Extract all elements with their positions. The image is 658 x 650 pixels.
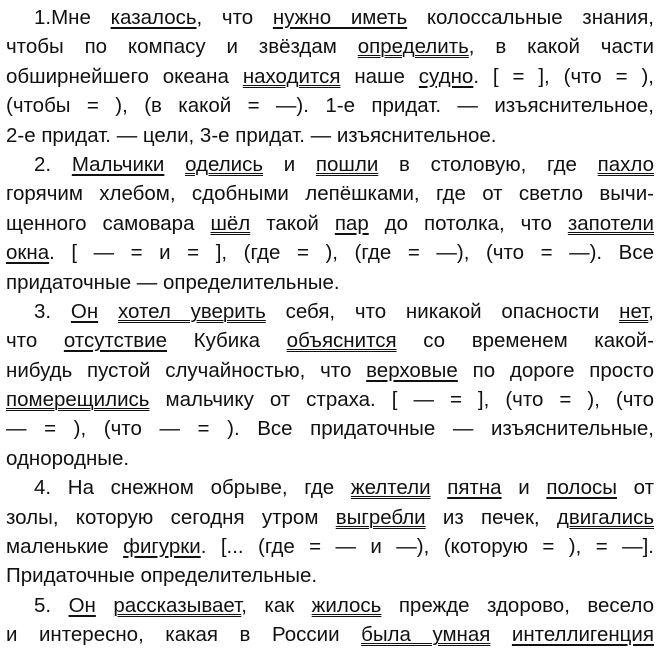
predicate-underline: нет [619, 299, 649, 323]
text-run: , [648, 299, 654, 323]
paragraph-3-line-6 [6, 444, 654, 473]
text-run: 4. На снежном обрыве, где [34, 476, 351, 500]
text-run: что [6, 329, 64, 353]
paragraph-1-line-3 [6, 62, 654, 91]
paragraph-4-line-2 [6, 503, 654, 532]
text-run: — = ), (что — = ). Все придаточные — изъяснительные, [6, 417, 654, 441]
predicate-underline: оделись [185, 152, 264, 176]
text-run: такой [250, 211, 335, 235]
text-run: и [263, 152, 316, 176]
text-run: горячим хлебом, сдобными лепёшками, где от светло вычи- [6, 182, 654, 206]
text-run: . [ = ], (что = ), [473, 64, 654, 88]
paragraph-3-line-3 [6, 356, 654, 385]
paragraph-5-line-2 [6, 620, 654, 649]
paragraph-2-line-3 [6, 209, 654, 238]
text-run: себя, что никакой опасности [265, 299, 620, 323]
text-run: Кубика [167, 329, 287, 353]
paragraph-4-line-4 [6, 561, 654, 590]
subject-underline: казалось [110, 6, 197, 29]
predicate-underline: двигались [556, 505, 654, 529]
paragraph-5-line-1 [6, 591, 654, 620]
text-run: со временем какой- [396, 329, 654, 353]
text-run: 2-е придат. — цели, 3-е придат. — изъяснительное. [6, 123, 497, 147]
subject-underline: пар [334, 211, 369, 235]
predicate-underline: пошли [315, 152, 379, 176]
paragraph-2-line-4 [6, 238, 654, 267]
text-run: (чтобы = ), (в какой = —). 1-е придат. — изъяснительное, [6, 94, 654, 118]
text-run [490, 623, 512, 646]
text-run: мальчику от страха. [ — = ], (что = ), (что [149, 388, 654, 412]
text-run: однородные. [6, 446, 130, 470]
text-run: . [ — = и = ], (где = ), (где = —), (что = —). Все [49, 241, 654, 265]
paragraph-2-line-2 [6, 179, 654, 208]
paragraph-3-line-1 [6, 297, 654, 326]
subject-underline: окна [6, 241, 50, 265]
predicate-underline: пахло [597, 152, 654, 176]
predicate-underline: хотел уверить [117, 299, 266, 323]
text-run: Придаточные определительные. [6, 564, 318, 588]
text-run: придаточные — определительные. [6, 270, 340, 294]
text-run: , как [241, 593, 312, 617]
paragraph-1-line-5 [6, 121, 654, 150]
paragraph-4-line-3 [6, 532, 654, 561]
text-run: 3. [34, 299, 71, 323]
predicate-underline: шёл [210, 211, 251, 235]
predicate-underline: жилось [311, 593, 382, 617]
text-run: , что [196, 6, 273, 29]
text-run: золы, которую сегодня утром [6, 505, 336, 529]
paragraph-1-line-2 [6, 32, 654, 61]
paragraph-3-line-2 [6, 326, 654, 355]
text-run: по дороге просто [457, 358, 654, 382]
text-run: . [... (где = — и —), (которую = ), = —]. [200, 535, 654, 559]
text-run: наше [340, 64, 419, 88]
subject-underline: полосы [546, 476, 617, 500]
predicate-underline: рассказывает [113, 593, 242, 617]
subject-underline: пятна [447, 476, 502, 500]
text-run [96, 594, 113, 617]
text-run: из печек, [425, 505, 557, 529]
subject-underline: верховые [366, 358, 458, 382]
paragraph-2-line-1 [6, 150, 654, 179]
subject-underline: фигурки [123, 535, 201, 559]
subject-underline: судно [418, 64, 474, 88]
text-run: до потолка, что [368, 211, 568, 235]
subject-underline: нужно иметь [272, 6, 408, 29]
predicate-underline: объяснится [286, 329, 397, 353]
text-run: в столовую, где [378, 152, 598, 176]
predicate-underline: определить [357, 35, 469, 59]
text-run [164, 153, 185, 176]
subject-underline: Мальчики [71, 152, 165, 176]
predicate-underline: была умная [361, 623, 491, 647]
text-run: и [501, 476, 547, 500]
text-run: и интересно, какая в России [6, 623, 362, 647]
text-run [431, 476, 448, 499]
paragraph-3-line-5 [6, 414, 654, 443]
paragraph-3-line-4 [6, 385, 654, 414]
text-run: прежде здорово, весело [381, 593, 654, 617]
subject-underline: Он [70, 299, 99, 323]
text-run: щенного самовара [6, 211, 211, 235]
text-run: нибудь пустой случайностью, что [6, 358, 367, 382]
text-run: от [616, 476, 654, 500]
text-run: обширнейшего океана [6, 64, 243, 88]
paragraph-2-line-5 [6, 268, 654, 297]
text-run: маленькие [6, 535, 124, 559]
text-run: 2. [34, 152, 72, 176]
text-run: 1.Мне [34, 6, 111, 29]
text-run: чтобы по компасу и звёздам [6, 35, 358, 59]
text-run: 5. [34, 593, 69, 617]
predicate-underline: желтели [350, 476, 431, 500]
predicate-underline: находится [242, 64, 341, 88]
paragraph-1-line-1 [6, 3, 654, 32]
paragraph-4-line-1 [6, 473, 654, 502]
paragraph-1-line-4 [6, 91, 654, 120]
subject-underline: отсутствие [63, 329, 168, 353]
subject-underline: Он [68, 593, 96, 617]
text-run: колоссальные знания, [407, 6, 654, 29]
predicate-underline: померещились [6, 388, 150, 412]
predicate-underline: запотели [567, 211, 654, 235]
subject-underline: интеллигенция [511, 623, 654, 647]
predicate-underline: выгребли [335, 505, 426, 529]
text-run: , в какой части [468, 35, 654, 59]
text-run [98, 300, 118, 323]
